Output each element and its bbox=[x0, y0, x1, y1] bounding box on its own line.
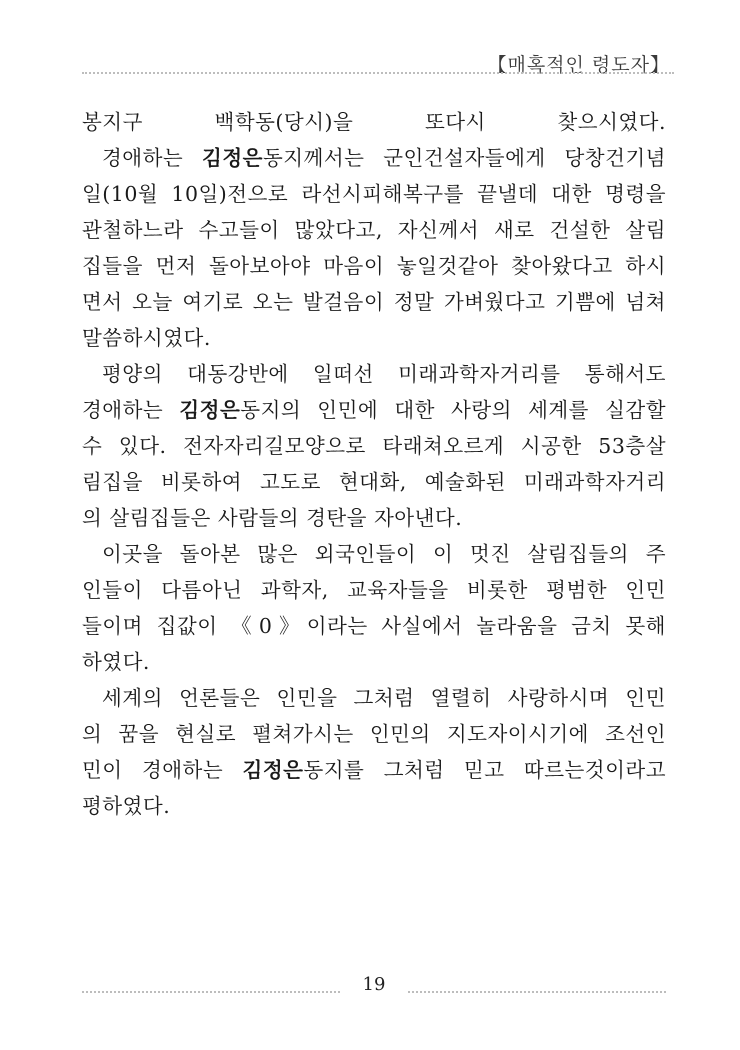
text-span: 의 꿈을 현실로 펼쳐가시는 인민의 지도자이시기에 조선인 bbox=[82, 722, 666, 746]
text-line bbox=[82, 140, 666, 176]
text-span: 동지의 인민에 대한 사랑의 세계를 실감할 bbox=[240, 398, 667, 422]
text-line bbox=[82, 212, 666, 248]
text-span: 민이 경애하는 bbox=[82, 758, 243, 782]
text-span: 관철하느라 수고들이 많았다고, 자신께서 새로 건설한 살림 bbox=[82, 218, 666, 242]
text-span: 면서 오늘 여기로 오는 발걸음이 정말 가벼웠다고 기쁨에 넘쳐 bbox=[82, 290, 666, 314]
text-span: 봉지구 백학동(당시)을 또다시 찾으시였다. bbox=[82, 110, 666, 134]
text-span: 세계의 언론들은 인민을 그처럼 열렬히 사랑하시며 인민 bbox=[102, 686, 666, 710]
text-line bbox=[82, 428, 666, 464]
text-span: 동지께서는 군인건설자들에게 당창건기념 bbox=[262, 146, 666, 170]
leader-name: 김정은 bbox=[242, 758, 304, 782]
text-span: 의 살림집들은 사람들의 경탄을 자아낸다. bbox=[82, 506, 463, 530]
text-line bbox=[82, 788, 666, 824]
text-span: 들이며 집값이 《0》이라는 사실에서 놀라움을 금치 못해 bbox=[82, 614, 666, 638]
body-text bbox=[82, 104, 666, 824]
text-span: 일(10월 10일)전으로 라선시피해복구를 끝낼데 대한 명령을 bbox=[82, 182, 666, 206]
text-span: 평하였다. bbox=[82, 794, 171, 818]
text-span: 집들을 먼저 돌아보아야 마음이 놓일것같아 찾아왔다고 하시 bbox=[82, 254, 666, 278]
text-line bbox=[82, 356, 666, 392]
text-span: 수 있다. 전자자리길모양으로 타래쳐오르게 시공한 53층살 bbox=[82, 434, 666, 458]
text-span: 하였다. bbox=[82, 650, 150, 674]
text-line bbox=[82, 392, 666, 428]
text-line bbox=[82, 248, 666, 284]
text-line bbox=[82, 716, 666, 752]
text-line bbox=[82, 608, 666, 644]
leader-name: 김정은 bbox=[179, 398, 241, 422]
footer-divider-right bbox=[408, 991, 666, 993]
text-line bbox=[82, 572, 666, 608]
text-span: 평양의 대동강반에 일떠선 미래과학자거리를 통해서도 bbox=[102, 362, 666, 386]
text-span: 이곳을 돌아본 많은 외국인들이 이 멋진 살림집들의 주 bbox=[102, 542, 666, 566]
footer-divider-left bbox=[82, 991, 340, 993]
text-line bbox=[82, 536, 666, 572]
text-line bbox=[82, 680, 666, 716]
text-line bbox=[82, 104, 666, 140]
text-span: 경애하는 bbox=[82, 398, 180, 422]
text-line bbox=[82, 464, 666, 500]
text-span: 말씀하시였다. bbox=[82, 326, 211, 350]
text-span: 인들이 다름아닌 과학자, 교육자들을 비롯한 평범한 인민 bbox=[82, 578, 666, 602]
running-header-title: 【매혹적인 령도자】 bbox=[487, 54, 670, 76]
text-line bbox=[82, 752, 666, 788]
text-line bbox=[82, 644, 666, 680]
text-span: 동지를 그처럼 믿고 따르는것이라고 bbox=[303, 758, 667, 782]
text-span: 림집을 비롯하여 고도로 현대화, 예술화된 미래과학자거리 bbox=[82, 470, 666, 494]
leader-name: 김정은 bbox=[202, 146, 263, 170]
text-span: 경애하는 bbox=[102, 146, 203, 170]
text-line bbox=[82, 500, 666, 536]
text-line bbox=[82, 176, 666, 212]
page-number: 19 bbox=[362, 974, 386, 995]
text-line bbox=[82, 320, 666, 356]
text-line bbox=[82, 284, 666, 320]
header-divider bbox=[82, 72, 674, 74]
